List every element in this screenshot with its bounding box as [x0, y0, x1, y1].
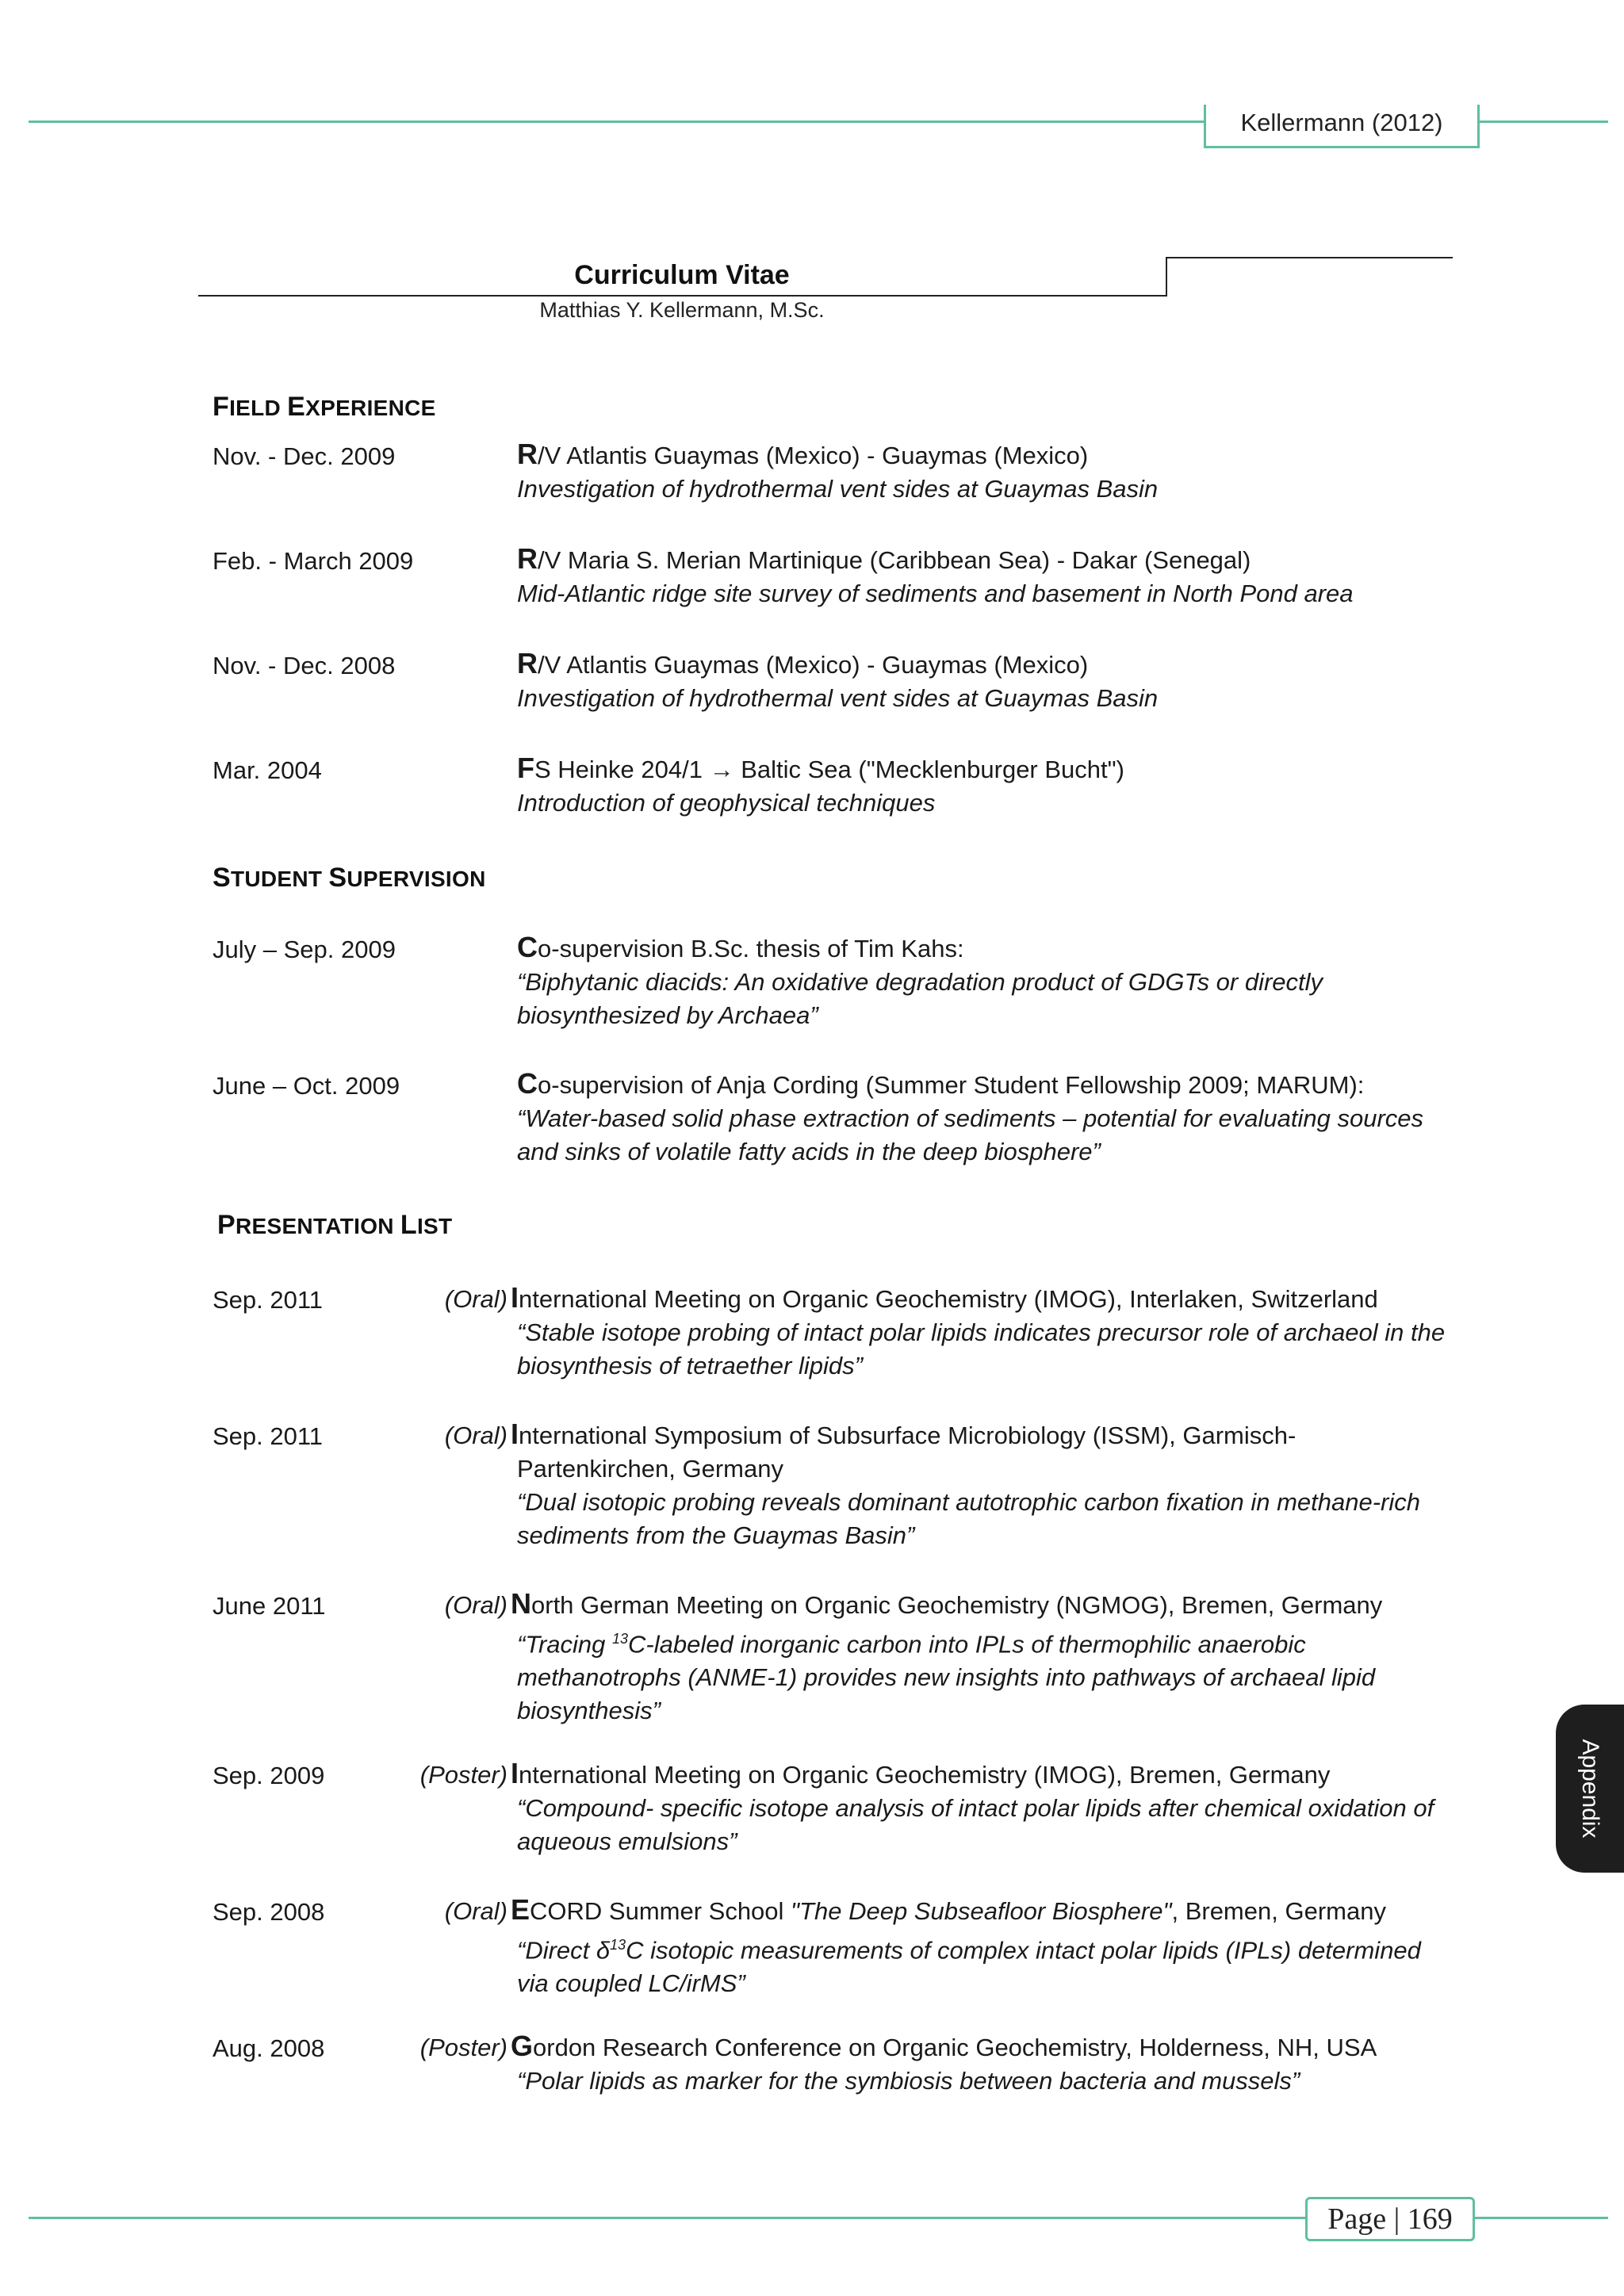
- section-heading-student-supervision: STUDENT SUPERVISION: [213, 863, 486, 893]
- header-rule-left: [29, 121, 1205, 123]
- presentation-type: (Oral): [444, 1422, 508, 1449]
- entry-date: July – Sep. 2009: [213, 936, 396, 963]
- entry-date: Sep. 2009: [213, 1762, 325, 1789]
- supervision-entry: Co-supervision B.Sc. thesis of Tim Kahs: “Biphytanic diacids: An oxidative degradation product of GDGTs or directly biosynthesized by Archaea”: [517, 931, 1323, 1029]
- entry-date: Aug. 2008: [213, 2034, 325, 2062]
- field-entry: FS Heinke 204/1 → Baltic Sea ("Mecklenburger Bucht") Introduction of geophysical techniques: [517, 752, 1124, 817]
- presentation-entry: International Meeting on Organic Geochemistry (IMOG), Interlaken, Switzerland “Stable isotope probing of intact polar lipids indicates precursor role of archaeol in the biosynthesis of tetraether lipids”: [511, 1281, 1446, 1380]
- entry-date: Mar. 2004: [213, 756, 322, 784]
- presentation-entry: Gordon Research Conference on Organic Geochemistry, Holderness, NH, USA “Polar lipids as marker for the symbiosis between bacteria and mussels”: [511, 2030, 1377, 2095]
- entry-date: June 2011: [213, 1592, 326, 1620]
- entry-date: Sep. 2011: [213, 1422, 324, 1450]
- section-heading-presentation-list: PRESENTATION LIST: [217, 1210, 453, 1240]
- appendix-tab[interactable]: [1556, 1705, 1624, 1873]
- entry-date: Nov. - Dec. 2008: [213, 652, 396, 679]
- supervision-entry: Co-supervision of Anja Cording (Summer Student Fellowship 2009; MARUM): “Water-based solid phase extraction of sediments – potential for evaluating sources and sinks of volatile fatty acids in the deep biosphere”: [517, 1067, 1424, 1165]
- page-number: Page | 169: [1305, 2197, 1475, 2241]
- presentation-type: (Oral): [444, 1591, 508, 1619]
- title-rule: [198, 295, 1167, 297]
- section-heading-field-experience: FIELD EXPERIENCE: [213, 392, 436, 422]
- page-subtitle: Matthias Y. Kellermann, M.Sc.: [539, 298, 825, 322]
- entry-date: June – Oct. 2009: [213, 1072, 400, 1100]
- title-rule-step: [1166, 257, 1167, 297]
- field-entry: R/V Maria S. Merian Martinique (Caribbean Sea) - Dakar (Senegal) Mid-Atlantic ridge site survey of sediments and basement in North Pond area: [517, 542, 1354, 607]
- presentation-type: (Oral): [444, 1897, 508, 1925]
- footer-rule-right: [1469, 2217, 1608, 2219]
- running-header: Kellermann (2012): [1204, 105, 1480, 148]
- entry-date: Nov. - Dec. 2009: [213, 442, 396, 470]
- presentation-type: (Poster): [419, 2034, 508, 2061]
- page-title: Curriculum Vitae: [574, 260, 790, 290]
- entry-date: Sep. 2011: [213, 1286, 324, 1314]
- appendix-tab-label: Appendix: [1577, 1739, 1603, 1839]
- entry-date: Feb. - March 2009: [213, 547, 414, 575]
- presentation-entry: North German Meeting on Organic Geochemistry (NGMOG), Bremen, Germany “Tracing $^{13}$C-labeled inorganic carbon into IPLs of thermophilic anaerobic methanotrophs (ANME-1) provides new insights into pathways of archaeal lipid biosynthesis”: [511, 1587, 1383, 1725]
- presentation-entry: International Meeting on Organic Geochemistry (IMOG), Bremen, Germany “Compound- specific isotope analysis of intact polar lipids after chemical oxidation of aqueous emulsions”: [511, 1757, 1434, 1855]
- presentation-type: (Poster): [419, 1761, 508, 1789]
- field-entry: R/V Atlantis Guaymas (Mexico) - Guaymas (Mexico) Investigation of hydrothermal vent sides at Guaymas Basin: [517, 647, 1159, 712]
- presentation-entry: ECORD Summer School "The Deep Subseafloor Biosphere", Bremen, Germany “Direct $\delta^{13}C$ isotopic measurements of complex intact polar lipids (IPLs) determined via coupled LC/irMS”: [511, 1893, 1421, 1998]
- presentation-entry: International Symposium of Subsurface Microbiology (ISSM), Garmisch- Partenkirchen, Germany “Dual isotopic probing reveals dominant autotrophic carbon fixation in methane-rich sediments from the Guaymas Basin”: [511, 1418, 1421, 1549]
- presentation-type: (Oral): [444, 1285, 508, 1313]
- field-entry: R/V Atlantis Guaymas (Mexico) - Guaymas (Mexico) Investigation of hydrothermal vent sides at Guaymas Basin: [517, 438, 1159, 503]
- title-rule-top: [1166, 257, 1453, 258]
- header-rule-right: [1475, 121, 1608, 123]
- footer-rule-left: [29, 2217, 1307, 2219]
- entry-date: Sep. 2008: [213, 1898, 325, 1926]
